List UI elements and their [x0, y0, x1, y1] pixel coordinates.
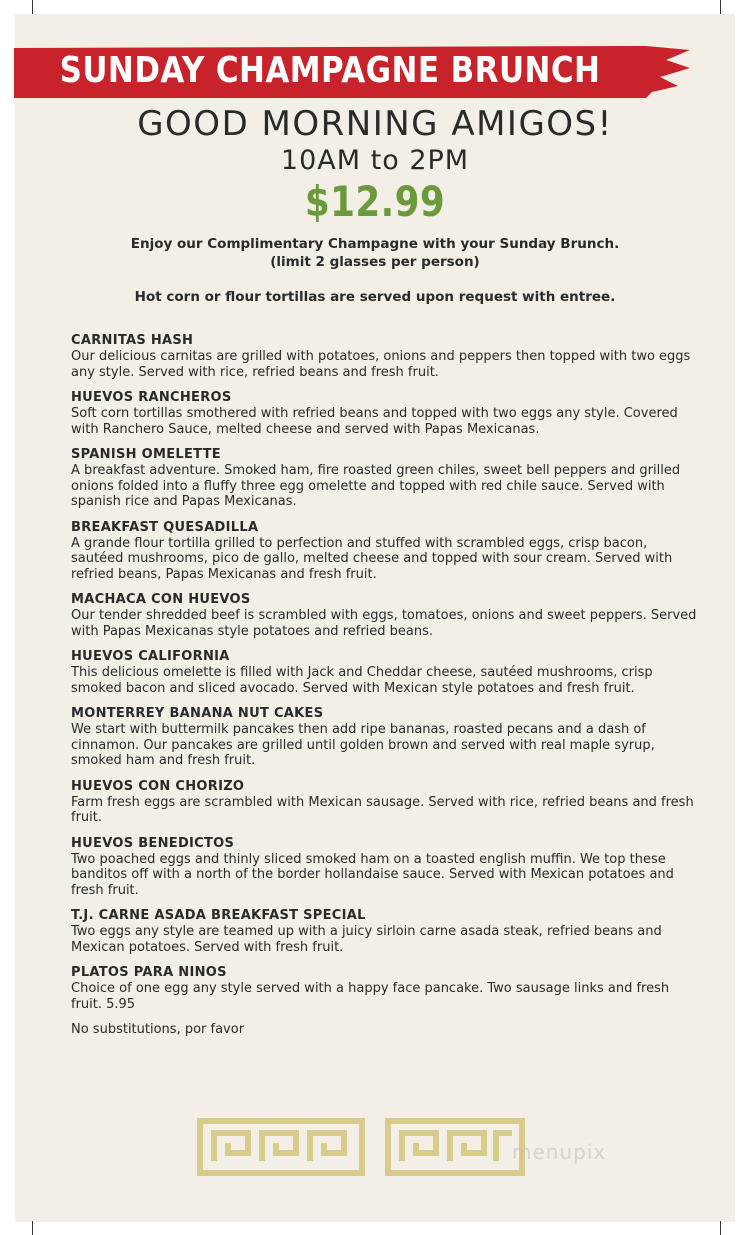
- brunch-hours: 10AM to 2PM: [280, 145, 470, 176]
- watermark: menupix: [512, 1140, 607, 1164]
- menu-item-name: HUEVOS CON CHORIZO: [71, 778, 245, 794]
- menu-item-name: HUEVOS CALIFORNIA: [71, 649, 230, 664]
- menu-item-description: Farm fresh eggs are scrambled with Mexican sausage. Served with rice, refried beans and fresh fruit.: [71, 794, 694, 825]
- menu-item-name: SPANISH OMELETTE: [71, 447, 221, 462]
- menu-item-name: HUEVOS RANCHEROS: [71, 390, 232, 405]
- menu-item: [71, 447, 701, 510]
- menu-item: [71, 520, 701, 583]
- substitution-note: No substitutions, por favor: [71, 1022, 245, 1037]
- menu-item: [71, 649, 701, 696]
- menu-item-description: A breakfast adventure. Smoked ham, fire roasted green chiles, sweet bell peppers and grilled onions folded into a fluffy three egg omelette and topped with red chile sauce. Served with spanish rice and Papas Mexicanas.: [71, 463, 681, 509]
- menu-item-description: Two eggs any style are teamed up with a juicy sirloin carne asada steak, refried beans and Mexican potatoes. Served with fresh fruit.: [71, 924, 662, 955]
- menu-item: [71, 706, 701, 769]
- greek-key-ornaments: [196, 1117, 526, 1181]
- banner: [14, 46, 690, 98]
- menu-item-description: We start with buttermilk pancakes then add ripe bananas, roasted pecans and a dash of cinnamon. Our pancakes are grilled until golden brown and served with real maple syrup, smoked ham and fresh fruit.: [71, 722, 655, 768]
- menu-item-name: HUEVOS BENEDICTOS: [71, 835, 235, 851]
- crop-mark: [720, 1221, 721, 1235]
- menu-item-name: MACHACA CON HUEVOS: [71, 592, 251, 607]
- menu-item: [71, 592, 701, 639]
- menu-item-name: PLATOS PARA NINOS: [71, 965, 227, 980]
- menu-item-description: Two poached eggs and thinly sliced smoked ham on a toasted english muffin. We top these banditos off with a north of the border hollandaise sauce. Served with Mexican potatoes and fresh fruit.: [71, 851, 674, 898]
- menu-item-name: BREAKFAST QUESADILLA: [71, 519, 259, 535]
- menu-item-description: Our tender shredded beef is scrambled with eggs, tomatoes, onions and sweet peppers. Served with Papas Mexicanas style potatoes and refried beans.: [71, 608, 697, 639]
- greek-key-icon: [196, 1117, 526, 1177]
- menu-item: [71, 836, 701, 899]
- menu-item: [71, 333, 701, 380]
- brunch-price: $12.99: [304, 177, 446, 226]
- menu-item: [71, 390, 701, 437]
- crop-mark: [32, 1221, 33, 1235]
- tortilla-note: Hot corn or flour tortillas are served upon request with entree.: [134, 289, 616, 305]
- menu-item: [71, 779, 701, 826]
- greeting-heading: GOOD MORNING AMIGOS!: [137, 104, 613, 144]
- crop-mark: [32, 0, 33, 14]
- banner-title: SUNDAY CHAMPAGNE BRUNCH: [59, 50, 601, 91]
- menu-item-description: Soft corn tortillas smothered with refried beans and topped with two eggs any style. Covered with Ranchero Sauce, melted cheese and served with Papas Mexicanas.: [71, 406, 678, 437]
- menu-item-description: Choice of one egg any style served with a happy face pancake. Two sausage links and fresh fruit. 5.95: [71, 981, 670, 1012]
- menu-item-name: CARNITAS HASH: [71, 333, 194, 348]
- limit-note: (limit 2 glasses per person): [270, 254, 480, 270]
- menu-item-description: Our delicious carnitas are grilled with potatoes, onions and peppers then topped with two eggs any style. Served with rice, refried beans and fresh fruit.: [71, 349, 691, 380]
- menu-item: [71, 965, 701, 1012]
- menu-item-name: MONTERREY BANANA NUT CAKES: [71, 706, 324, 721]
- champagne-note: Enjoy our Complimentary Champagne with your Sunday Brunch.: [130, 236, 620, 252]
- menu-item-name: T.J. CARNE ASADA BREAKFAST SPECIAL: [71, 908, 366, 923]
- crop-mark: [720, 0, 721, 14]
- menu-item-description: A grande flour tortilla grilled to perfection and stuffed with scrambled eggs, crisp bacon, sautéed mushrooms, pico de gallo, melted cheese and topped with sour cream. Served with refried beans, Papas Mexicanas and fresh fruit.: [71, 535, 673, 582]
- menu-item-description: This delicious omelette is filled with Jack and Cheddar cheese, sautéed mushrooms, crisp smoked bacon and sliced avocado. Served with Mexican style potatoes and fresh fruit.: [71, 665, 653, 696]
- menu-item: [71, 908, 701, 955]
- menu-items: [71, 333, 701, 1038]
